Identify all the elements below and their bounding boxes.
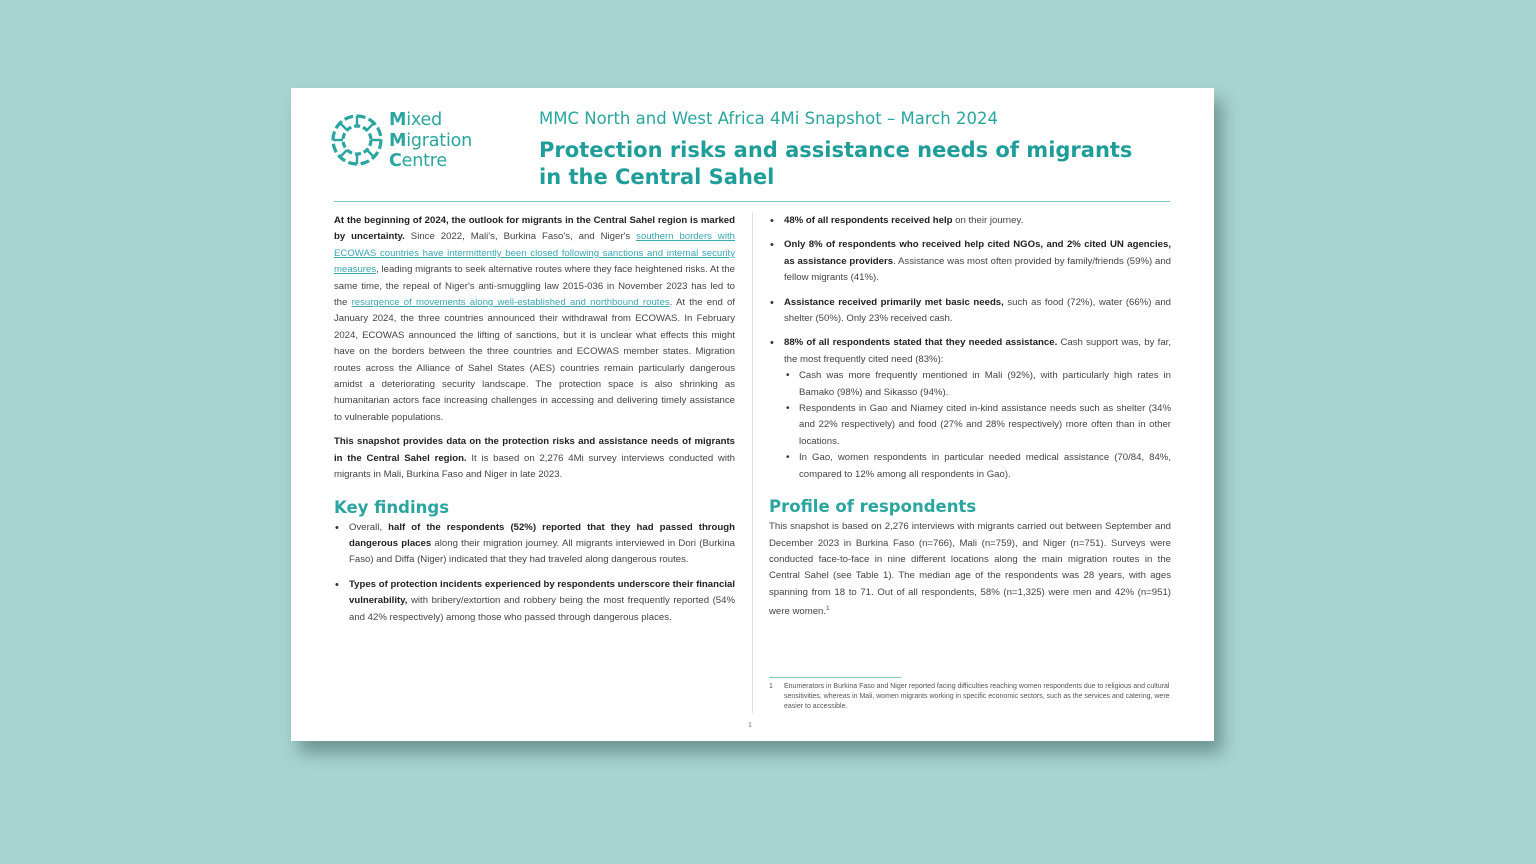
logo-wordmark: Mixed Migration Centre: [389, 110, 473, 171]
list-item: • 88% of all respondents stated that they needed assistance. Cash support was, by far, the most frequently cited need (83%): • Cash was more frequently mentioned in Mali (92%), with particularly high rates in Bamako (98%) and Sikasso (94%). • Respondents in Gao and Niamey cited in-kind assistance needs such as shelter (34% and 22% respectively) and food (27% and 28% respectively) more often than in other locations. • In Gao, women respondents in particular needed medical assistance (70/84, 84%, compared to 12% among all respondents in Gao).: [769, 335, 1171, 483]
southern-borders-link[interactable]: southern borders with ECOWAS countries have intermittently been closed following sanctions and internal security measures: [334, 231, 735, 276]
sub-list-item: • In Gao, women respondents in particular needed medical assistance (70/84, 84%, compared to 12% among all respondents in Gao).: [784, 450, 1171, 483]
profile-paragraph: This snapshot is based on 2,276 interviews with migrants carried out between September and December 2023 in Burkina Faso (n=766), Mali (n=759), and Niger (n=751). Surveys were conducted face-to-face in nine different locations along the main migration routes in the Central Sahel (see Table 1). The median age of the respondents was 28 years, with ages spanning from 18 to 71. Out of all respondents, 58% (n=1,325) were men and 42% (n=951) were women.$^1$: [769, 521, 1171, 618]
sub-list-item: • Respondents in Gao and Niamey cited in-kind assistance needs such as shelter (34% and 22% respectively) and food (27% and 28% respectively) more often than in other locations.: [784, 401, 1171, 450]
right-column: [769, 213, 1171, 629]
list-item: • Overall, half of the respondents (52%) reported that they had passed through dangerous places along their migration journey. All migrants interviewed in Dori (Burkina Faso) and Diffa (Niger) indicated that they had traveled along dangerous routes.: [334, 520, 735, 569]
document-title: Protection risks and assistance needs of migrants in the Central Sahel: [539, 138, 1133, 189]
header-divider: [334, 201, 1170, 202]
list-item: • Types of protection incidents experienced by respondents underscore their financial vulnerability, with bribery/extortion and robbery being the most frequently reported (54% and 42% respectively) among those who passed through dangerous places.: [334, 577, 735, 626]
footnote-divider: [769, 677, 901, 678]
profile-heading: Profile of respondents: [769, 497, 977, 517]
intro-paragraph-2: This snapshot provides data on the protection risks and assistance needs of migrants in the Central Sahel region. It is based on 2,276 4Mi survey interviews conducted with migrants in Mali, Burkina Faso and Niger in late 2023.: [334, 436, 735, 481]
resurgence-link[interactable]: resurgence of movements along well-established and northbound routes: [351, 297, 670, 309]
left-column: [334, 213, 735, 634]
mmc-logo: [327, 110, 487, 174]
page-number: 1: [748, 722, 752, 729]
list-item: • Only 8% of respondents who received help cited NGOs, and 2% cited UN agencies, as assistance providers. Assistance was most often provided by family/friends (59%) and fellow migrants (41%).: [769, 237, 1171, 286]
sub-list-item: • Cash was more frequently mentioned in Mali (92%), with particularly high rates in Bamako (98%) and Sikasso (94%).: [784, 368, 1171, 401]
logo-circle-icon: [327, 110, 387, 170]
key-findings-heading: Key findings: [334, 497, 450, 517]
document-subtitle: MMC North and West Africa 4Mi Snapshot – March 2024: [539, 109, 999, 128]
document-page: [291, 88, 1214, 741]
findings-list: [769, 213, 1171, 483]
list-item: • 48% of all respondents received help on their journey.: [769, 213, 1171, 229]
footnote-text: Enumerators in Burkina Faso and Niger reported facing difficulties reaching women respondents due to religious and cultural sensitivities, whereas in Mali, women migrants working in specific economic sectors, such as the services and catering, were easier to accessible.: [784, 683, 1170, 710]
intro-paragraph-1: At the beginning of 2024, the outlook for migrants in the Central Sahel region is marked by uncertainty. Since 2022, Mali's, Burkina Faso's, and Niger's southern borders with ECOWAS countries have intermittently been closed following sanctions and internal security measures, leading migrants to seek alternative routes where they face heightened risks. At the same time, the repeal of Niger's anti-smuggling law 2015-036 in November 2023 has led to the resurgence of movements along well-established and northbound routes. At the end of January 2024, the three countries announced their withdrawal from ECOWAS. In February 2024, ECOWAS announced the lifting of sanctions, but it is unclear what effects this might have on the borders between the three countries and ECOWAS member states. Migration routes across the Alliance of Sahel States (AES) countries remain particularly dangerous amidst a deteriorating security landscape. The protection space is also shrinking as humanitarian actors face increasing challenges in accessing and delivering timely assistance to vulnerable populations.: [334, 215, 735, 423]
key-findings-list: [334, 520, 735, 626]
list-item: • Assistance received primarily met basic needs, such as food (72%), water (66%) and shelter (50%). Only 23% received cash.: [769, 295, 1171, 328]
column-divider: [752, 213, 753, 713]
footnote-ref[interactable]: 1: [826, 606, 830, 613]
needs-sublist: [784, 368, 1171, 483]
footnote-number: 1: [769, 683, 773, 690]
